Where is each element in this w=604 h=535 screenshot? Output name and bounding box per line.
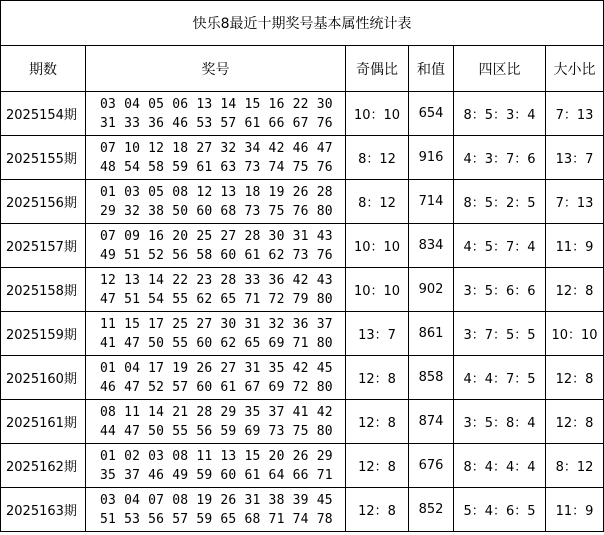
sum-cell: 861 (409, 312, 454, 356)
big-small-cell: 7：13 (546, 180, 604, 224)
numbers-cell (86, 180, 346, 224)
numbers-line-1: 07 09 16 20 25 27 28 30 31 43 (100, 228, 333, 244)
sum-cell: 676 (409, 444, 454, 488)
numbers-line-2: 35 37 46 49 59 60 61 64 66 71 (100, 467, 333, 483)
sum-cell: 852 (409, 488, 454, 532)
big-small-cell: 10：10 (546, 312, 604, 356)
zone-cell: 5：4：6：5 (454, 488, 546, 532)
numbers-cell (86, 356, 346, 400)
period-cell: 2025158期 (1, 268, 86, 312)
table-row (1, 488, 604, 532)
numbers-line-2: 47 51 54 55 62 65 71 72 79 80 (100, 291, 333, 307)
numbers-cell (86, 268, 346, 312)
odd-even-cell: 12：8 (346, 356, 409, 400)
sum-cell: 874 (409, 400, 454, 444)
header-zone: 四区比 (454, 46, 546, 92)
big-small-cell: 12：8 (546, 356, 604, 400)
numbers-line-2: 31 33 36 46 53 57 61 66 67 76 (100, 115, 333, 131)
numbers-cell (86, 312, 346, 356)
period-cell: 2025160期 (1, 356, 86, 400)
big-small-cell: 11：9 (546, 488, 604, 532)
numbers-line-2: 41 47 50 55 60 62 65 69 71 80 (100, 335, 333, 351)
zone-cell: 3：5：8：4 (454, 400, 546, 444)
numbers-line-1: 01 03 05 08 12 13 18 19 26 28 (100, 184, 333, 200)
table-row (1, 400, 604, 444)
zone-cell: 3：7：5：5 (454, 312, 546, 356)
table-row (1, 444, 604, 488)
odd-even-cell: 8：12 (346, 136, 409, 180)
period-cell: 2025156期 (1, 180, 86, 224)
odd-even-cell: 8：12 (346, 180, 409, 224)
numbers-line-2: 49 51 52 56 58 60 61 62 73 76 (100, 247, 333, 263)
zone-cell: 8：5：2：5 (454, 180, 546, 224)
numbers-line-1: 11 15 17 25 27 30 31 32 36 37 (100, 316, 333, 332)
numbers-line-1: 12 13 14 22 23 28 33 36 42 43 (100, 272, 333, 288)
table-row (1, 136, 604, 180)
zone-cell: 4：4：7：5 (454, 356, 546, 400)
sum-cell: 714 (409, 180, 454, 224)
sum-cell: 654 (409, 92, 454, 136)
numbers-line-1: 01 04 17 19 26 27 31 35 42 45 (100, 360, 333, 376)
sum-cell: 902 (409, 268, 454, 312)
period-cell: 2025159期 (1, 312, 86, 356)
numbers-cell (86, 136, 346, 180)
numbers-line-1: 03 04 07 08 19 26 31 38 39 45 (100, 492, 333, 508)
numbers-line-2: 46 47 52 57 60 61 67 69 72 80 (100, 379, 333, 395)
numbers-line-2: 51 53 56 57 59 65 68 71 74 78 (100, 511, 333, 527)
numbers-line-2: 44 47 50 55 56 59 69 73 75 80 (100, 423, 333, 439)
big-small-cell: 12：8 (546, 400, 604, 444)
zone-cell: 3：5：6：6 (454, 268, 546, 312)
odd-even-cell: 13：7 (346, 312, 409, 356)
zone-cell: 4：3：7：6 (454, 136, 546, 180)
big-small-cell: 12：8 (546, 268, 604, 312)
period-cell: 2025163期 (1, 488, 86, 532)
odd-even-cell: 10：10 (346, 224, 409, 268)
zone-cell: 8：4：4：4 (454, 444, 546, 488)
zone-cell: 4：5：7：4 (454, 224, 546, 268)
big-small-cell: 11：9 (546, 224, 604, 268)
odd-even-cell: 10：10 (346, 92, 409, 136)
table-row (1, 312, 604, 356)
big-small-cell: 7：13 (546, 92, 604, 136)
table-row (1, 268, 604, 312)
table-row (1, 92, 604, 136)
numbers-cell (86, 224, 346, 268)
table-title: 快乐8最近十期奖号基本属性统计表 (1, 1, 604, 46)
big-small-cell: 13：7 (546, 136, 604, 180)
odd-even-cell: 12：8 (346, 488, 409, 532)
table-row (1, 180, 604, 224)
period-cell: 2025154期 (1, 92, 86, 136)
header-big-small: 大小比 (546, 46, 604, 92)
numbers-cell (86, 92, 346, 136)
period-cell: 2025157期 (1, 224, 86, 268)
table-row (1, 356, 604, 400)
numbers-line-1: 03 04 05 06 13 14 15 16 22 30 (100, 96, 333, 112)
numbers-line-1: 08 11 14 21 28 29 35 37 41 42 (100, 404, 333, 420)
period-cell: 2025155期 (1, 136, 86, 180)
odd-even-cell: 12：8 (346, 400, 409, 444)
header-odd-even: 奇偶比 (346, 46, 409, 92)
numbers-line-1: 07 10 12 18 27 32 34 42 46 47 (100, 140, 333, 156)
numbers-line-2: 48 54 58 59 61 63 73 74 75 76 (100, 159, 333, 175)
sum-cell: 858 (409, 356, 454, 400)
big-small-cell: 8：12 (546, 444, 604, 488)
period-cell: 2025162期 (1, 444, 86, 488)
numbers-cell (86, 444, 346, 488)
numbers-cell (86, 400, 346, 444)
zone-cell: 8：5：3：4 (454, 92, 546, 136)
header-numbers: 奖号 (86, 46, 346, 92)
table-row (1, 224, 604, 268)
numbers-line-1: 01 02 03 08 11 13 15 20 26 29 (100, 448, 333, 464)
numbers-cell (86, 488, 346, 532)
odd-even-cell: 10：10 (346, 268, 409, 312)
header-sum: 和值 (409, 46, 454, 92)
sum-cell: 834 (409, 224, 454, 268)
period-cell: 2025161期 (1, 400, 86, 444)
header-period: 期数 (1, 46, 86, 92)
header-row (1, 46, 604, 92)
sum-cell: 916 (409, 136, 454, 180)
numbers-line-2: 29 32 38 50 60 68 73 75 76 80 (100, 203, 333, 219)
odd-even-cell: 12：8 (346, 444, 409, 488)
